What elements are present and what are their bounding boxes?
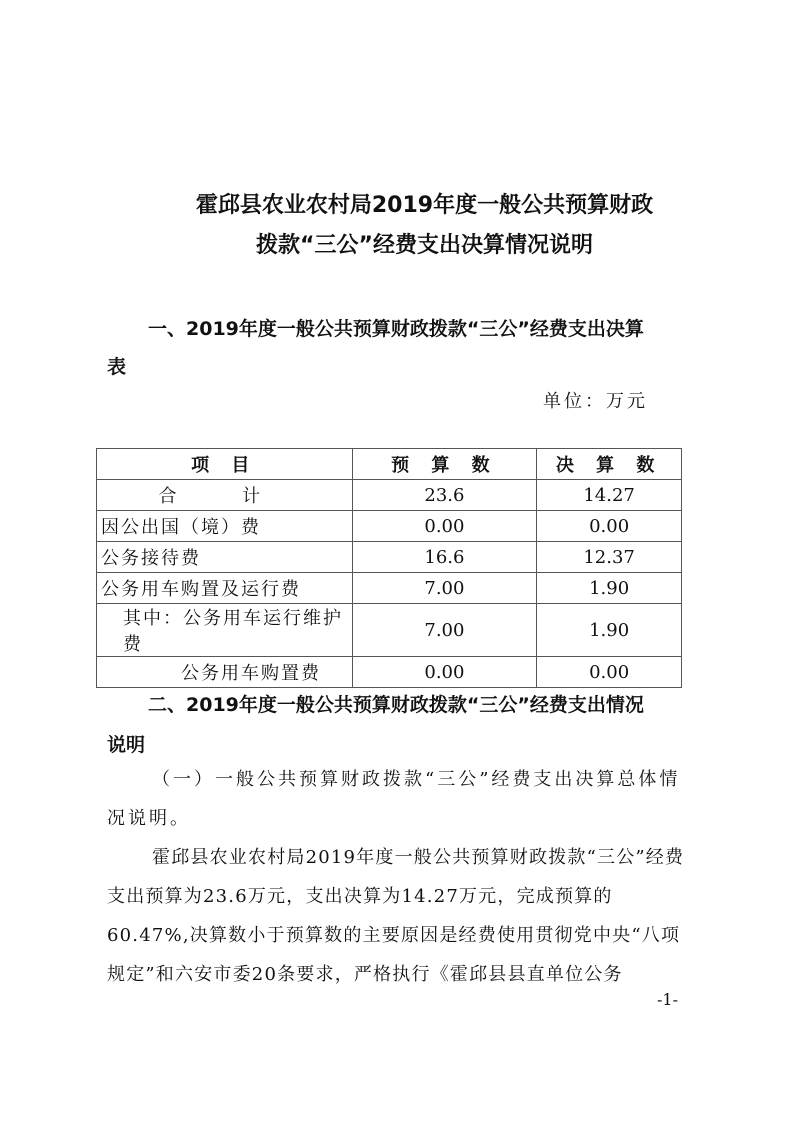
row-budget: 0.00 [352,657,537,688]
table-header-row [97,449,682,480]
document-title-line1: 霍邱县农业农村局2019年度一般公共预算财政 [195,193,654,218]
table-row [97,604,682,657]
body-paragraph: 霍邱县农业农村局2019年度一般公共预算财政拨款“三公”经费支出预算为23.6万元，支出决算为14.27万元，完成预算的60.47%,决算数小于预算数的主要原因是经费使用贯彻党中央“八项规定”和六安市委20条要求，严格执行《霍邱县县直单位公务 [107,847,685,985]
row-actual: 0.00 [537,511,682,542]
document-title-line2: 拨款“三公”经费支出决算情况说明 [256,233,593,258]
row-item: 公务用车购置费 [97,657,353,688]
section2-heading: 二、2019年度一般公共预算财政拨款“三公”经费支出情况 [148,694,644,716]
section1-heading: 一、2019年度一般公共预算财政拨款“三公”经费支出决算 [148,318,644,340]
subsection-heading-paragraph: （一）一般公共预算财政拨款“三公”经费支出决算总体情况说明。 [107,769,681,829]
expense-table [96,448,682,688]
header-budget: 预 算 数 [352,449,537,480]
unit-label: 单位：万元 [543,391,648,412]
row-actual: 12.37 [537,542,682,573]
section2-heading-cont: 说明 [107,734,146,756]
row-actual: 14.27 [537,480,682,511]
row-actual: 1.90 [537,573,682,604]
table-row [97,480,682,511]
row-budget: 16.6 [352,542,537,573]
row-actual: 1.90 [537,604,682,657]
row-item: 合 计 [97,480,353,511]
row-budget: 7.00 [352,604,537,657]
table-row [97,542,682,573]
page-number: -1- [657,990,678,1009]
row-actual: 0.00 [537,657,682,688]
table-row [97,511,682,542]
section1-heading-cont: 表 [107,356,127,378]
row-budget: 23.6 [352,480,537,511]
row-item: 公务用车购置及运行费 [97,573,353,604]
header-actual: 决 算 数 [537,449,682,480]
table-row [97,657,682,688]
header-item: 项 目 [97,449,353,480]
table-row [97,573,682,604]
row-budget: 0.00 [352,511,537,542]
row-budget: 7.00 [352,573,537,604]
row-item: 其中：公务用车运行维护费 [97,604,353,657]
row-item: 公务接待费 [97,542,353,573]
row-item: 因公出国（境）费 [97,511,353,542]
